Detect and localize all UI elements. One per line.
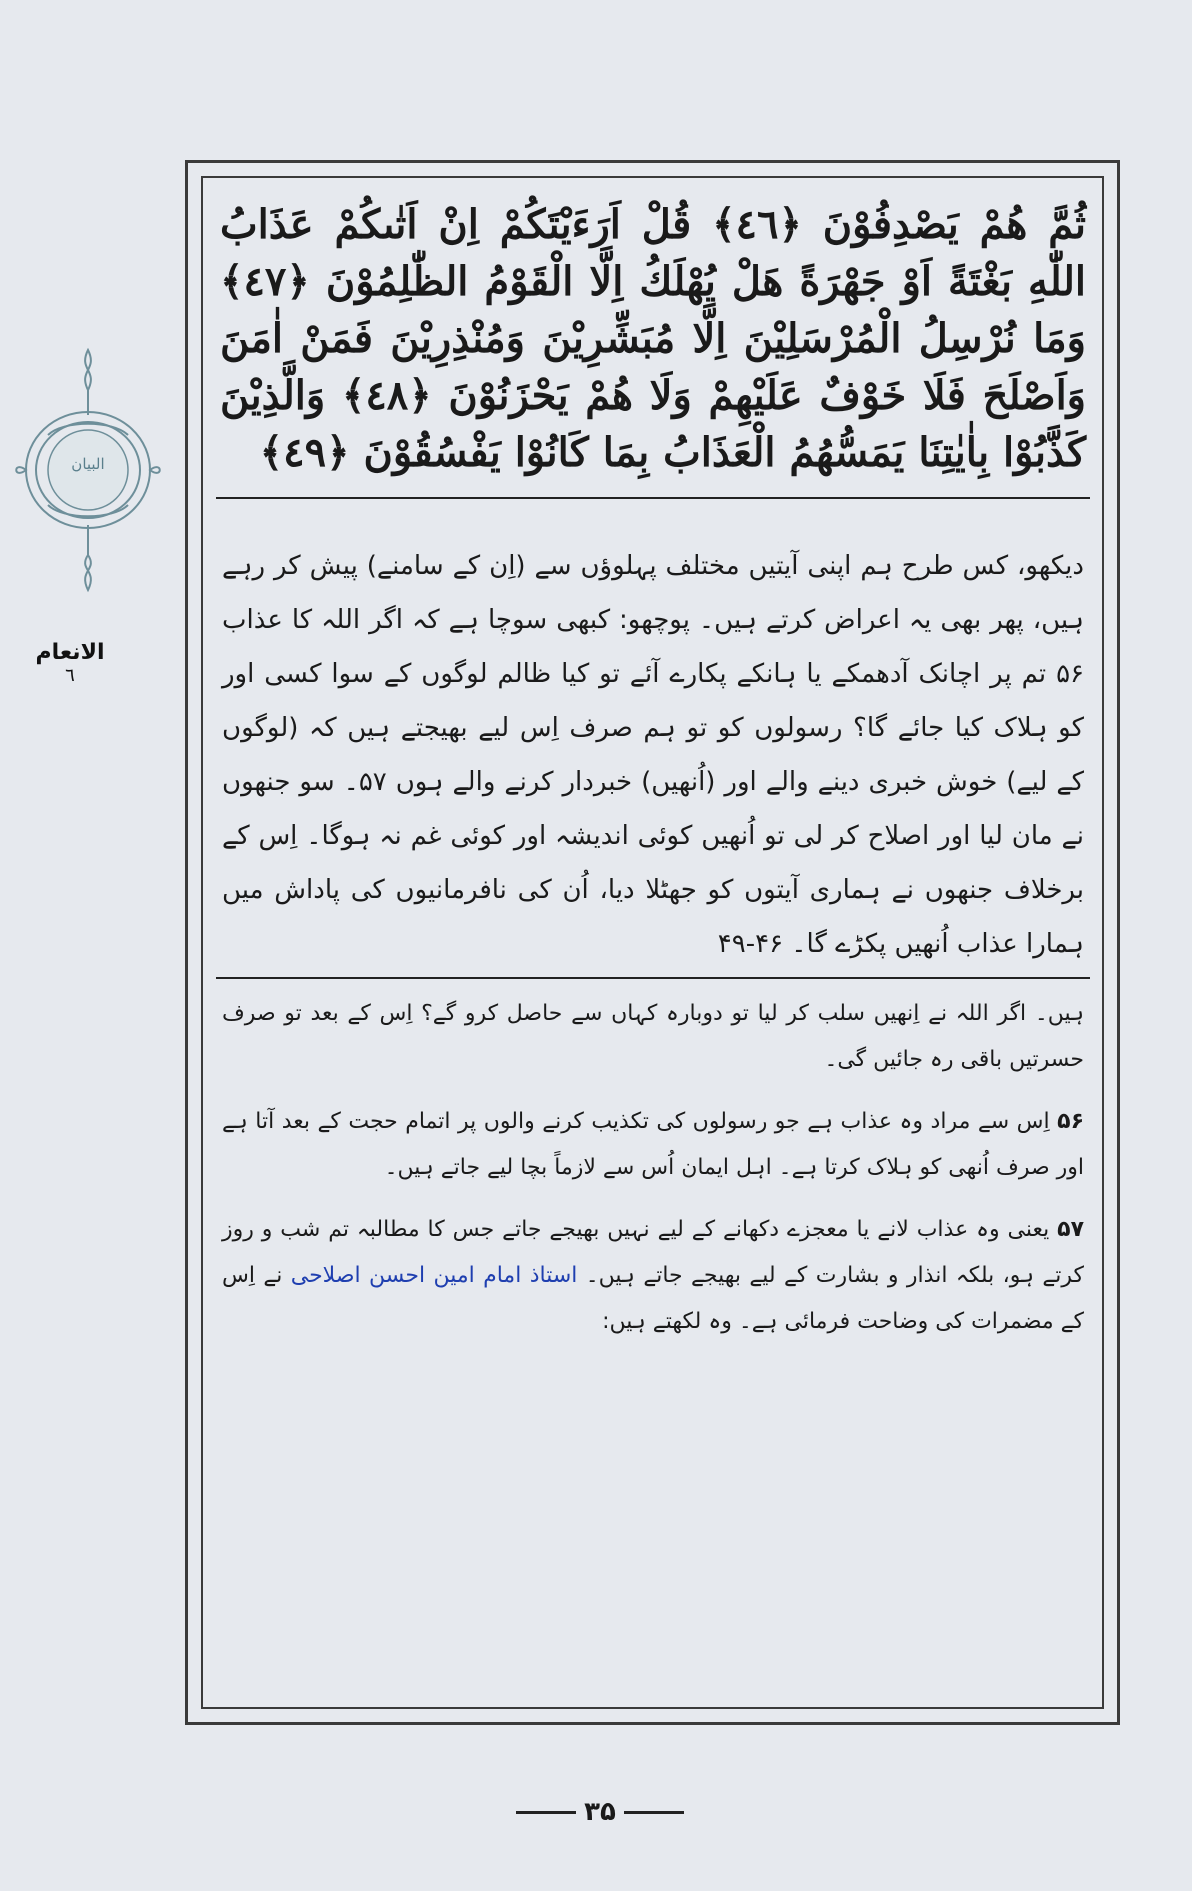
margin-ornament: [8, 340, 168, 600]
footnote-text: اِس سے مراد وہ عذاب ہے جو رسولوں کی تکذیب کرنے والوں پر اتمام حجت کے بعد آتا ہے اور صرف اُنھی کو ہلاک کرتا ہے۔ اہل ایمان اُس سے لازماً بچا لیے جاتے ہیں۔: [222, 1109, 1084, 1180]
margin-label: البیان: [71, 455, 105, 473]
footnote-continuation: ہیں۔ اگر اللہ نے اِنھیں سلب کر لیا تو دوبارہ کہاں سے حاصل کرو گے؟ اِس کے بعد تو صرف حسرتیں باقی رہ جائیں گی۔: [222, 1001, 1084, 1072]
translation-text: دیکھو، کس طرح ہم اپنی آیتیں مختلف پہلوؤں سے (اِن کے سامنے) پیش کر رہے ہیں، پھر بھی یہ اعراض کرتے ہیں۔ پوچھو: کبھی سوچا ہے کہ اگر اللہ کا عذاب ۵۶ تم پر اچانک آدھمکے یا ہانکے پکارے آئے تو کیا ظالم لوگوں کے سوا کسی اور کو ہلاک کیا جائے گا؟ رسولوں کو تو ہم صرف اِس لیے بھیجتے ہیں کہ (لوگوں کے لیے) خوش خبری دینے والے اور (اُنھیں) خبردار کرنے والے ہوں ۵۷۔ سو جنھوں نے مان لیا اور اصلاح کر لی تو اُنھیں کوئی اندیشہ اور کوئی غم نہ ہوگا۔ اِس کے برخلاف جنھوں نے ہماری آیتوں کو جھٹلا دیا، اُن کی نافرمانیوں کی پاداش میں ہمارا عذاب اُنھیں پکڑے گا۔ ۴۶-۴۹: [222, 551, 1084, 959]
footnote-number: ۵۷: [1057, 1217, 1084, 1242]
page-number: [480, 1797, 720, 1827]
surah-number: ٦: [65, 665, 75, 686]
surah-marker: [10, 640, 130, 686]
divider: [216, 497, 1090, 499]
footnote-text: نے اِس کے مضمرات کی وضاحت فرمائی ہے۔ وہ لکھتے ہیں:: [222, 1263, 1084, 1334]
surah-name: الانعام: [35, 640, 105, 665]
quran-verses: ثُمَّ هُمْ يَصْدِفُوْنَ ﴿٤٦﴾ قُلْ اَرَءَيْتَكُمْ اِنْ اَتٰىكُمْ عَذَابُ اللّٰهِ بَغْتَةً اَوْ جَهْرَةً هَلْ يُهْلَكُ اِلَّا الْقَوْمُ الظّٰلِمُوْنَ ﴿٤٧﴾ وَمَا نُرْسِلُ الْمُرْسَلِيْنَ اِلَّا مُبَشِّرِيْنَ وَمُنْذِرِيْنَ فَمَنْ اٰمَنَ وَاَصْلَحَ فَلَا خَوْفٌ عَلَيْهِمْ وَلَا هُمْ يَحْزَنُوْنَ ﴿٤٨﴾ وَالَّذِيْنَ كَذَّبُوْا بِاٰيٰتِنَا يَمَسُّهُمُ الْعَذَابُ بِمَا كَانُوْا يَفْسُقُوْنَ ﴿٤٩﴾: [220, 201, 1087, 476]
divider: [216, 977, 1090, 979]
footnote-text: یعنی وہ عذاب لانے یا معجزے دکھانے کے لیے نہیں بھیجے جاتے جس کا مطالبہ تم شب و روز کرتے ہو، بلکہ انذار و بشارت کے لیے بھیجے جاتے ہیں۔: [222, 1217, 1085, 1288]
footnote-number: ۵۶: [1057, 1109, 1084, 1134]
footnotes: [216, 991, 1090, 1345]
page-number-value: ۳۵: [584, 1797, 616, 1827]
footnote-56: [222, 1099, 1084, 1191]
reference-link[interactable]: استاذ امام امین احسن اصلاحی: [290, 1263, 578, 1288]
footnote-57: [222, 1207, 1084, 1345]
page-content: [216, 190, 1090, 1361]
